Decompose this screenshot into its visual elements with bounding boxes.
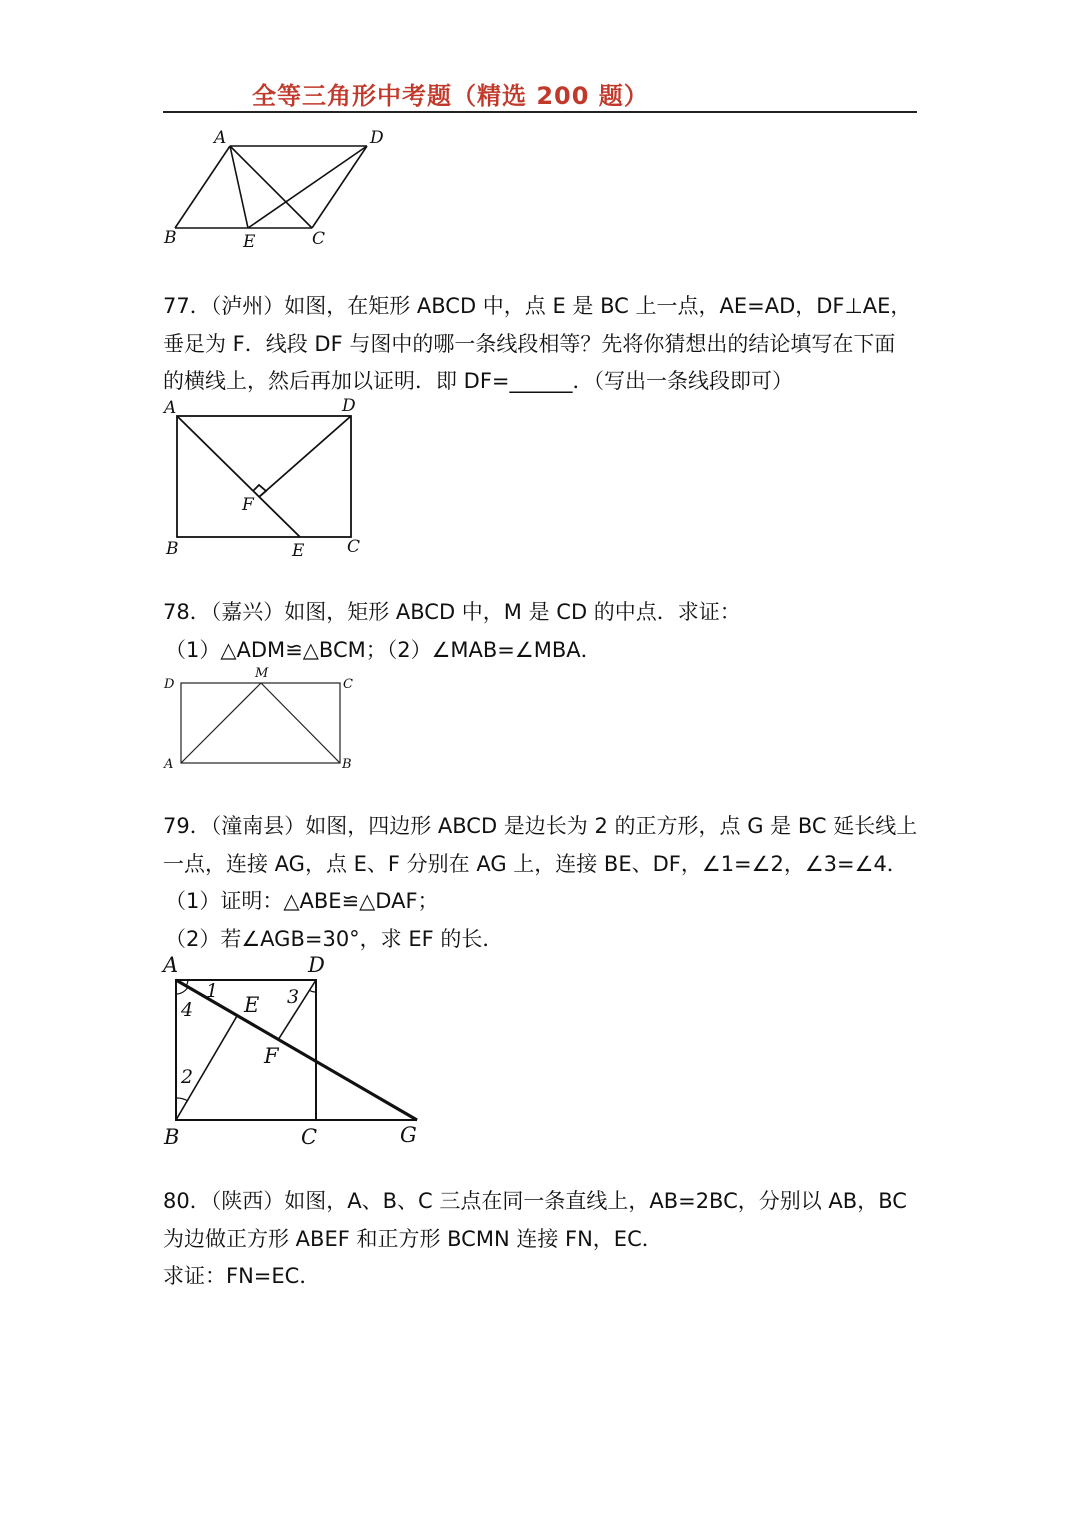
label-g: G [400, 1123, 417, 1147]
segment-bm [261, 683, 340, 763]
label-e: E [243, 232, 256, 252]
segment-df [259, 416, 351, 497]
label-f: F [264, 1044, 279, 1068]
label-a: A [164, 757, 174, 772]
label-e: E [292, 541, 305, 561]
angle-2-arc [176, 1098, 188, 1101]
question-78-line-2: （1）△ADM≌△BCM；（2）∠MAB=∠MBA． [165, 637, 602, 662]
question-80 [163, 1183, 923, 1296]
rectangle-abcd [177, 416, 351, 537]
segment-ae [230, 146, 248, 228]
label-e: E [244, 993, 260, 1017]
label-angle-3: 3 [287, 986, 300, 1008]
segment-ab [175, 146, 230, 228]
question-79 [163, 808, 923, 958]
label-m: M [255, 666, 269, 681]
label-b: B [164, 1125, 180, 1149]
label-c: C [301, 1125, 318, 1149]
label-f: F [242, 495, 254, 515]
question-77-line-3: 的横线上，然后再加以证明．即 DF=______．（写出一条线段即可） [163, 369, 794, 393]
label-a: A [214, 128, 227, 148]
label-b: B [166, 539, 179, 559]
label-d: D [164, 677, 175, 692]
label-c: C [347, 537, 361, 557]
label-c: C [343, 677, 353, 692]
label-a: A [164, 398, 177, 418]
segment-dc [312, 146, 367, 228]
figure-78-rectangle-midpoint [160, 664, 360, 776]
right-angle-mark [253, 485, 266, 497]
label-angle-4: 4 [181, 999, 194, 1021]
label-d: D [308, 953, 325, 977]
header-divider [163, 111, 917, 113]
angle-4-arc [176, 987, 188, 994]
label-c: C [312, 229, 326, 249]
question-77-line-1: 77．（泸州）如图，在矩形 ABCD 中，点 E 是 BC 上一点，AE=AD，DF⊥AE， [163, 294, 912, 318]
question-77 [163, 288, 923, 401]
label-d: D [342, 396, 356, 416]
question-79-line-3: （1）证明：△ABE≌△DAF； [165, 889, 439, 913]
question-77-line-2: 垂足为 F．线段 DF 与图中的哪一条线段相等？先将你猜想出的结论填写在下面 [163, 331, 896, 356]
question-79-line-2: 一点，连接 AG，点 E、F 分别在 AG 上，连接 BE、DF，∠1=∠2，∠3=∠4． [163, 851, 908, 876]
label-angle-1: 1 [206, 980, 219, 1002]
question-80-line-1: 80．（陕西）如图，A、B、C 三点在同一条直线上，AB=2BC，分别以 AB，BC [163, 1189, 907, 1213]
rectangle-abcd [181, 683, 340, 763]
segment-am [181, 683, 261, 763]
segment-ed [248, 146, 367, 228]
question-80-line-3: 求证：FN=EC． [163, 1264, 321, 1288]
label-b: B [342, 757, 352, 772]
figure-76-parallelogram [160, 125, 400, 255]
figure-77-rectangle [160, 396, 380, 562]
angle-3-arc [309, 990, 316, 992]
label-angle-2: 2 [181, 1066, 194, 1088]
segment-ac [230, 146, 312, 228]
page-title: 全等三角形中考题（精选 200 题） [252, 82, 649, 110]
question-78-line-1: 78．（嘉兴）如图，矩形 ABCD 中，M 是 CD 的中点．求证： [163, 600, 741, 624]
question-79-line-1: 79．（潼南县）如图，四边形 ABCD 是边长为 2 的正方形，点 G 是 BC 延长线上 [163, 814, 918, 838]
label-b: B [164, 228, 177, 248]
figure-79-square [160, 952, 430, 1152]
label-a: A [163, 953, 179, 977]
question-78 [163, 594, 923, 669]
question-80-line-2: 为边做正方形 ABEF 和正方形 BCMN 连接 FN，EC． [163, 1226, 663, 1251]
label-d: D [370, 128, 384, 148]
question-79-line-4: （2）若∠AGB=30°，求 EF 的长． [165, 926, 504, 951]
